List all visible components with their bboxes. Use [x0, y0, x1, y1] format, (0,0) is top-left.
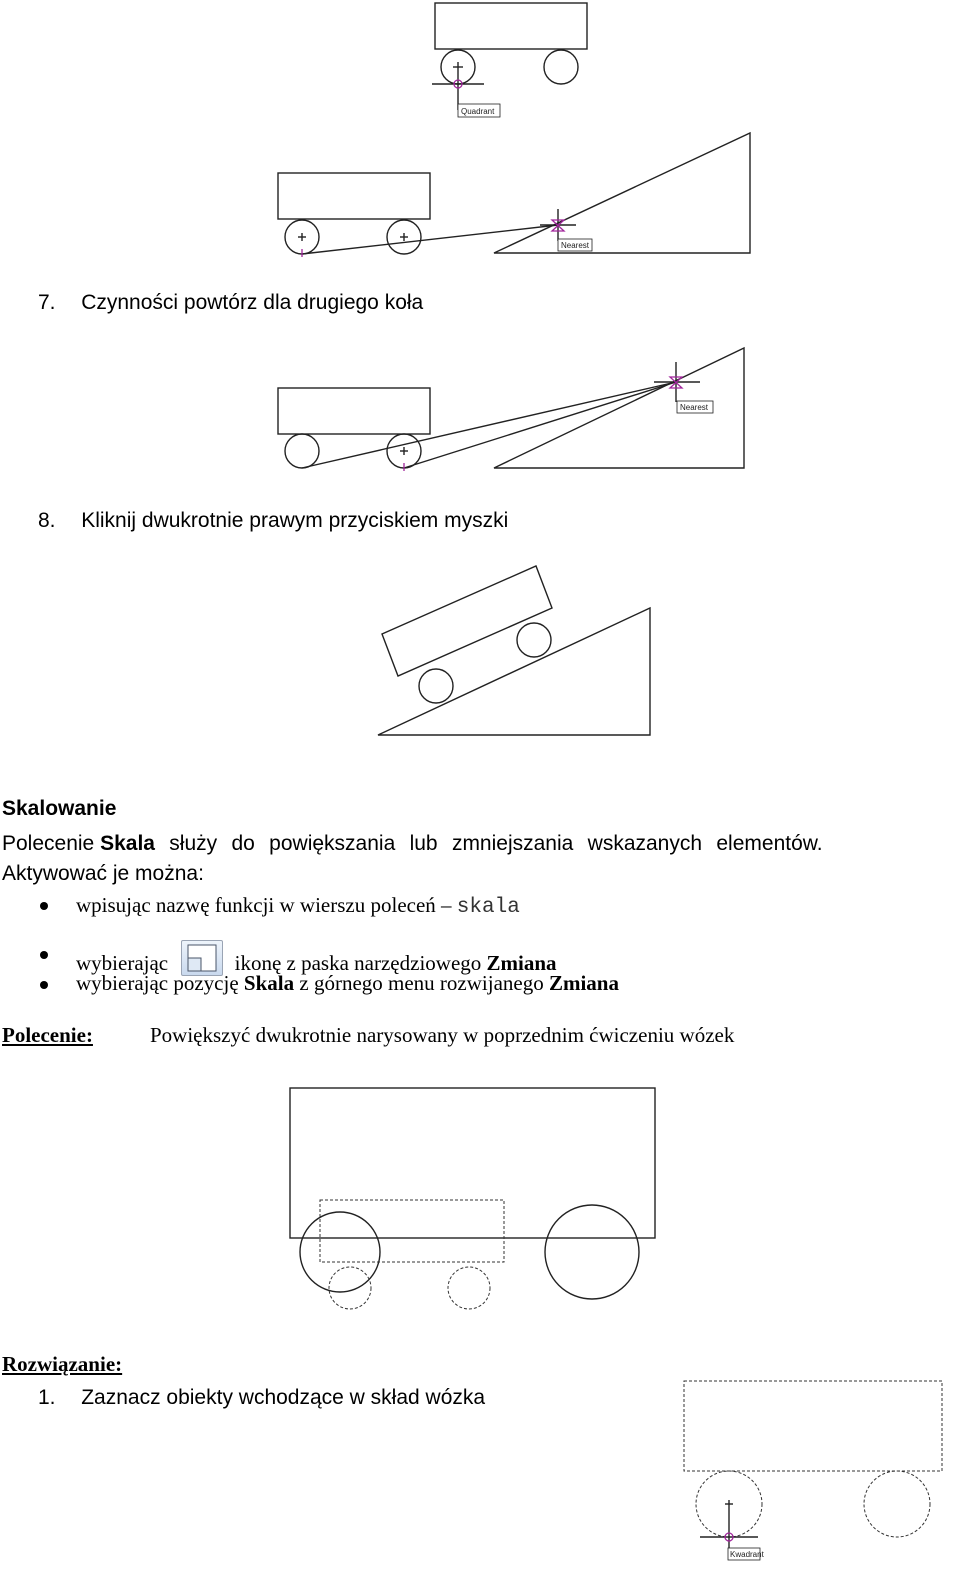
- bullet-marker: [40, 951, 48, 959]
- bullet-bold-2: Zmiana: [548, 971, 619, 995]
- bullet-text: wpisując nazwę funkcji w wierszu poleceń –: [76, 893, 457, 917]
- figure-cart-quadrant: [0, 0, 960, 130]
- step-number: 7.: [38, 291, 56, 314]
- step-text: Kliknij dwukrotnie prawym przyciskiem myszki: [81, 509, 509, 532]
- solution-label: Rozwiązanie:: [2, 1352, 123, 1376]
- bullet-marker: [40, 981, 48, 989]
- bullet-marker: [40, 902, 48, 910]
- code-skala: skala: [456, 896, 520, 919]
- section-intro: [2, 832, 946, 856]
- step-text: Czynności powtórz dla drugiego koła: [81, 291, 424, 314]
- bullet-mid: z górnego menu rozwijanego: [294, 971, 549, 995]
- snap-label-quadrant: Quadrant: [461, 107, 495, 116]
- step-text: Zaznacz obiekty wchodzące w skład wózka: [81, 1386, 486, 1409]
- step-7: [38, 291, 423, 315]
- bullet-1: [76, 893, 520, 919]
- figure-cart-nearest-2: [0, 340, 960, 475]
- task-text: Powiększyć dwukrotnie narysowany w poprzednim ćwiczeniu wózek: [150, 1023, 735, 1047]
- intro-bold: Skala: [100, 832, 155, 855]
- figure-selected-cart: [0, 1373, 960, 1588]
- bullet-post: ikonę z paska narzędziowego: [229, 951, 487, 975]
- intro-part2: służy do powiększania lub zmniejszania wskazanych elementów.: [154, 832, 823, 855]
- step-8: [38, 509, 508, 533]
- snap-label-kwadrant: Kwadrant: [730, 1550, 764, 1559]
- section-heading: Skalowanie: [2, 797, 117, 820]
- activation-text: Aktywować je można:: [2, 862, 204, 885]
- task-label: Polecenie:: [2, 1023, 93, 1047]
- figure-scaled-cart: [0, 1080, 960, 1320]
- step-number: 1.: [38, 1386, 56, 1409]
- bullet-3: [76, 971, 619, 996]
- figure-cart-on-ramp: [0, 560, 960, 740]
- bullet-bold-1: Skala: [243, 971, 295, 995]
- intro-part1: Polecenie: [2, 832, 101, 855]
- bullet-pre: wybierając: [76, 951, 174, 975]
- bullet-pre: wybierając pozycję: [76, 971, 244, 995]
- step-number: 8.: [38, 509, 56, 532]
- snap-label-nearest-1: Nearest: [561, 241, 590, 250]
- figure-cart-nearest-1: [0, 125, 960, 265]
- snap-label-nearest-2: Nearest: [680, 403, 709, 412]
- bullet-bold: Zmiana: [486, 951, 557, 975]
